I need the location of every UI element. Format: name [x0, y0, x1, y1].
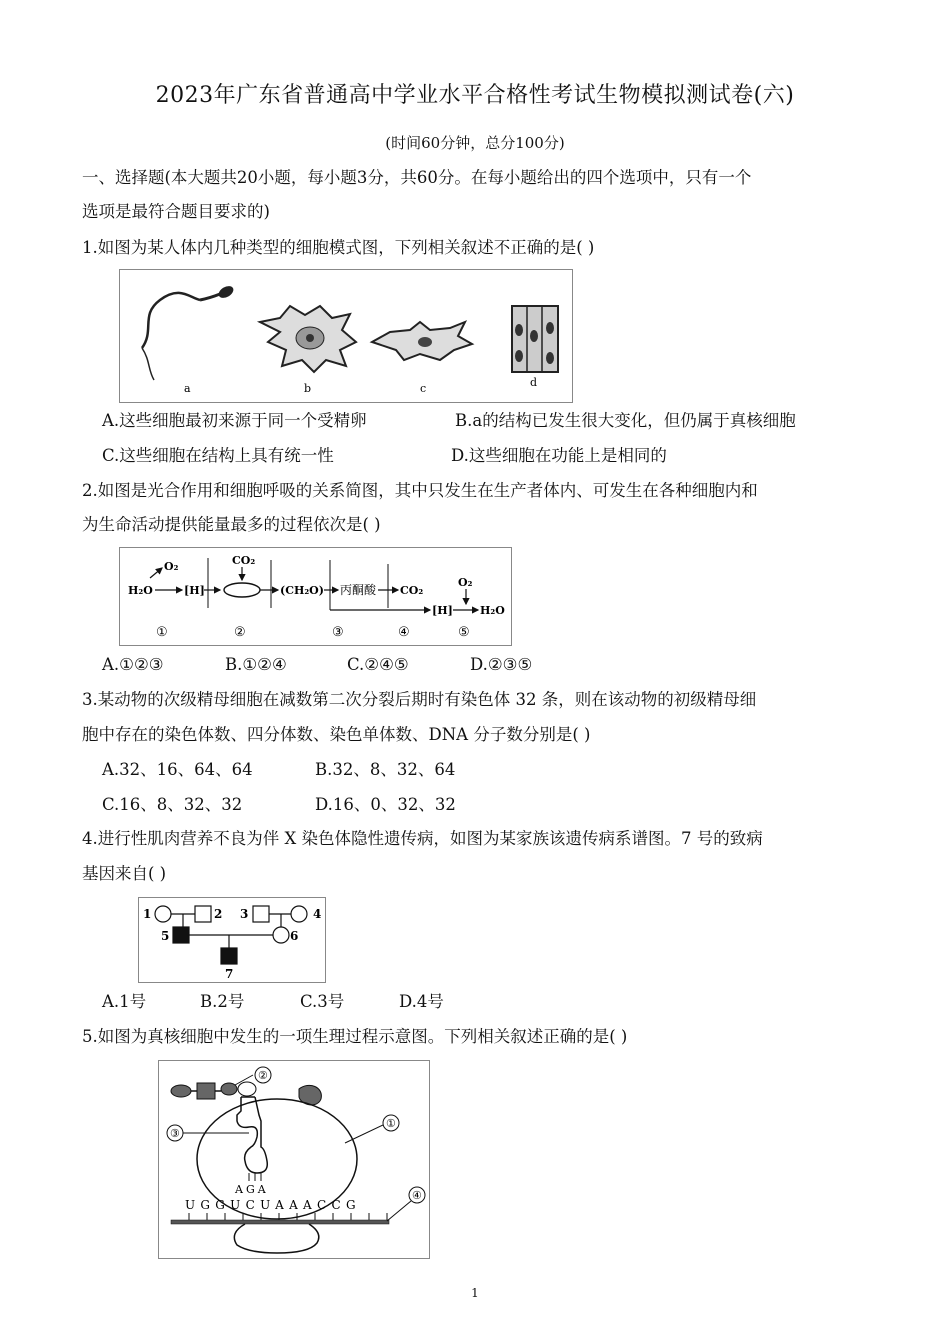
- photosynthesis-respiration-figure: [119, 547, 512, 646]
- cell-label-c: c: [420, 382, 427, 395]
- pedigree-figure: [138, 897, 326, 983]
- question-1-option-c: C.这些细胞在结构上具有统一性: [102, 446, 334, 465]
- cell-label-a: a: [184, 382, 191, 395]
- question-2-option-c: C.②④⑤: [347, 655, 409, 674]
- question-1-option-a: A.这些细胞最初来源于同一个受精卵: [102, 411, 367, 430]
- label-3-marker: ③: [170, 1127, 180, 1140]
- question-2-stem-line1: 2.如图是光合作用和细胞呼吸的关系简图，其中只发生在生产者体内、可发生在各种细胞内和: [82, 481, 758, 500]
- translation-process-figure: [158, 1060, 430, 1259]
- question-3-option-a: A.32、16、64、64: [102, 760, 253, 779]
- question-2-option-b: B.①②④: [225, 655, 287, 674]
- anticodon-label: AGA: [235, 1183, 269, 1196]
- label-2-marker: ②: [258, 1069, 268, 1082]
- oxygen-label-right: O₂: [458, 576, 473, 589]
- cell-label-b: b: [304, 382, 312, 395]
- exam-info: (时间60分钟，总分100分): [385, 134, 565, 152]
- nadph-label: [H]: [184, 584, 205, 597]
- step-4-marker: ④: [398, 625, 410, 640]
- question-1-stem: 1.如图为某人体内几种类型的细胞模式图，下列相关叙述不正确的是( ): [82, 238, 595, 257]
- carbohydrate-label: (CH₂O): [280, 584, 324, 597]
- question-4-option-d: D.4号: [399, 992, 444, 1011]
- question-4-option-a: A.1号: [102, 992, 147, 1011]
- pedigree-number-5: 5: [161, 929, 170, 943]
- question-1-option-b: B.a的结构已发生很大变化，但仍属于真核细胞: [455, 411, 796, 430]
- pedigree-number-4: 4: [313, 907, 322, 921]
- question-3-option-d: D.16、0、32、32: [315, 795, 456, 814]
- section-heading-line1: 一、选择题(本大题共20小题，每小题3分，共60分。在每小题给出的四个选项中，只有一个: [82, 168, 752, 187]
- question-3-stem-line1: 3.某动物的次级精母细胞在减数第二次分裂后期时有染色体 32 条，则在该动物的初级精母细: [82, 690, 757, 709]
- co2-label-top: CO₂: [232, 554, 256, 567]
- step-2-marker: ②: [234, 625, 246, 640]
- epithelial-cells-drawing: [512, 306, 558, 372]
- fibroblast-cell-drawing: [372, 322, 472, 360]
- pedigree-number-2: 2: [214, 907, 223, 921]
- cell-types-figure: [119, 269, 573, 403]
- water-label-right: H₂O: [480, 604, 505, 617]
- nadh-label: [H]: [432, 604, 453, 617]
- question-2-option-d: D.②③⑤: [470, 655, 533, 674]
- question-5-stem: 5.如图为真核细胞中发生的一项生理过程示意图。下列相关叙述正确的是( ): [82, 1027, 628, 1046]
- label-1-marker: ①: [386, 1117, 396, 1130]
- pedigree-number-7: 7: [225, 967, 234, 981]
- pedigree-number-3: 3: [240, 907, 249, 921]
- stellate-cell-drawing: [260, 306, 356, 372]
- question-1-option-d: D.这些细胞在功能上是相同的: [451, 446, 667, 465]
- pyruvate-label: 丙酮酸: [340, 583, 377, 597]
- label-4-marker: ④: [412, 1189, 422, 1202]
- question-4-option-b: B.2号: [200, 992, 245, 1011]
- question-4-stem-line2: 基因来自( ): [82, 864, 167, 883]
- question-2-option-a: A.①②③: [102, 655, 164, 674]
- pedigree-number-6: 6: [290, 929, 299, 943]
- question-3-option-b: B.32、8、32、64: [315, 760, 456, 779]
- question-4-option-c: C.3号: [300, 992, 345, 1011]
- step-1-marker: ①: [156, 625, 168, 640]
- question-2-stem-line2: 为生命活动提供能量最多的过程依次是( ): [82, 515, 381, 534]
- cell-label-d: d: [530, 376, 538, 389]
- step-3-marker: ③: [332, 625, 344, 640]
- sperm-cell-drawing: [142, 284, 235, 380]
- page-number: 1: [471, 1286, 479, 1300]
- oxygen-label-top: O₂: [164, 560, 179, 573]
- section-heading-line2: 选项是最符合题目要求的): [82, 202, 270, 221]
- step-5-marker: ⑤: [458, 625, 470, 640]
- co2-label-right: CO₂: [400, 584, 424, 597]
- question-4-stem-line1: 4.进行性肌肉营养不良为伴 X 染色体隐性遗传病，如图为某家族该遗传病系谱图。7 号的致病: [82, 829, 763, 848]
- question-3-option-c: C.16、8、32、32: [102, 795, 243, 814]
- page-title: 2023年广东省普通高中学业水平合格性考试生物模拟测试卷(六): [155, 83, 795, 108]
- mrna-sequence-label: UGGUCUAAACCG: [185, 1198, 361, 1212]
- pedigree-number-1: 1: [143, 907, 152, 921]
- question-3-stem-line2: 胞中存在的染色体数、四分体数、染色单体数、DNA 分子数分别是( ): [82, 725, 591, 744]
- water-label: H₂O: [128, 584, 153, 597]
